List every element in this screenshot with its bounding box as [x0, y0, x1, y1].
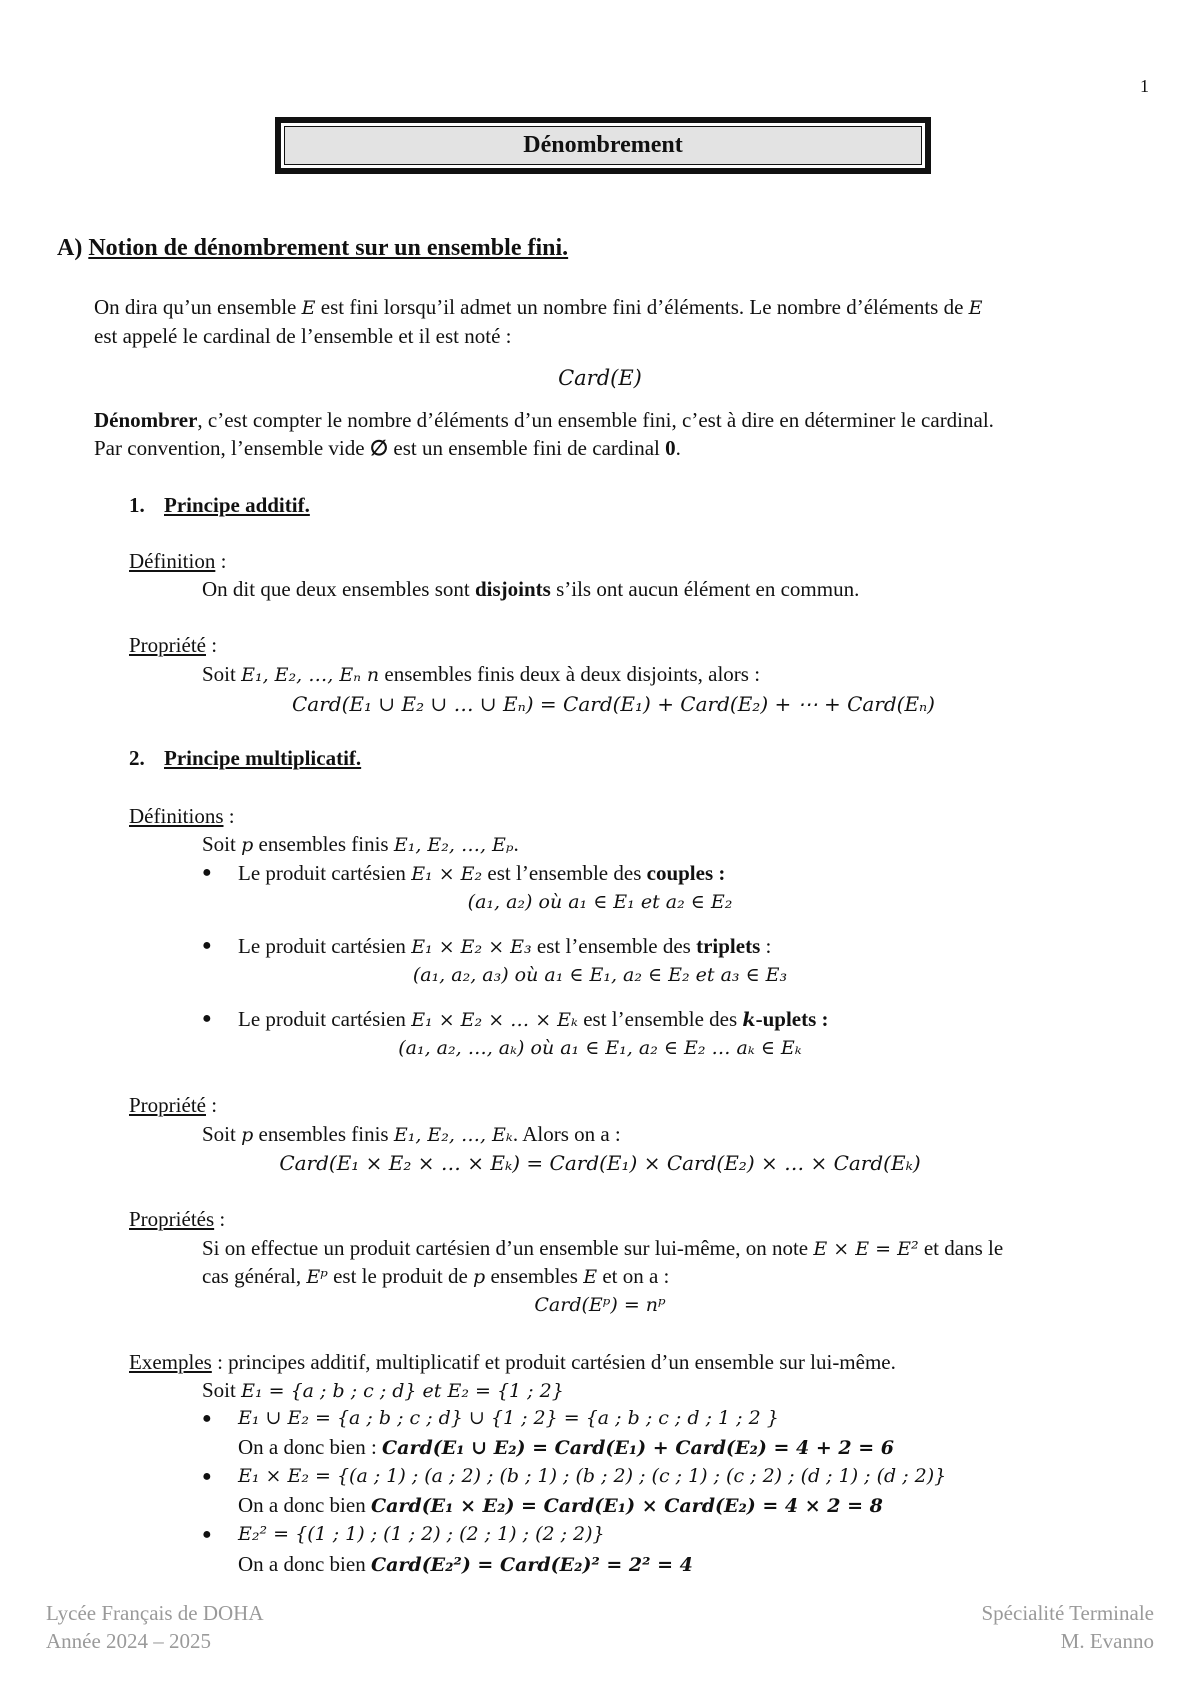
page-title: Dénombrement	[284, 126, 922, 165]
text: On a donc bien	[238, 1552, 371, 1576]
text: ensembles finis deux à deux disjoints, alors :	[379, 662, 761, 686]
label: Exemples	[129, 1350, 212, 1374]
math: Card(E₁ ∪ E₂) = Card(E₁) + Card(E₂) = 4 + 2 = 6	[382, 1437, 894, 1459]
label: Définition	[129, 549, 216, 573]
intro-line-4	[94, 436, 681, 461]
text: est l’ensemble des	[531, 934, 697, 958]
intro-line-3	[94, 408, 994, 433]
bullet-icon: ●	[202, 1010, 212, 1027]
formula-k-uplets: (a₁, a₂, …, aₖ) où a₁ ∈ E₁, a₂ ∈ E₂ … aₖ ∈ Eₖ	[398, 1037, 802, 1059]
text: On a donc bien :	[238, 1435, 383, 1459]
math: E × E = E²	[813, 1238, 919, 1260]
text: ensembles finis	[253, 832, 394, 856]
math: Eᵖ	[306, 1266, 328, 1288]
property-label	[129, 633, 217, 658]
text: Le produit cartésien	[238, 861, 412, 885]
math: k	[742, 1009, 756, 1031]
colon: :	[205, 633, 218, 657]
formula-card-e: Card(E)	[558, 366, 642, 390]
properties-line-1	[202, 1236, 1003, 1261]
number: 2.	[129, 746, 145, 770]
text: On a donc bien	[238, 1493, 371, 1517]
text: Soit	[202, 662, 242, 686]
text: Le produit cartésien	[238, 1007, 412, 1031]
property-2-text	[202, 1122, 621, 1147]
formula-triplets: (a₁, a₂, a₃) où a₁ ∈ E₁, a₂ ∈ E₂ et a₃ ∈ E₃	[412, 964, 788, 986]
keyword: Dénombrer	[94, 408, 198, 432]
heading-text: Principe multiplicatif.	[164, 746, 362, 770]
example-square: E₂² = {(1 ; 1) ; (1 ; 2) ; (2 ; 1) ; (2 ; 2)}	[238, 1523, 605, 1545]
bullet-couples	[238, 861, 725, 886]
text: Le produit cartésien	[238, 934, 412, 958]
text: On dira qu’un ensemble	[94, 295, 302, 319]
math: E₁, E₂, …, Eₚ	[393, 834, 514, 856]
formula-power: Card(Eᵖ) = nᵖ	[534, 1294, 666, 1316]
text: :	[760, 934, 772, 958]
property-text	[202, 662, 760, 687]
text: Soit	[202, 1122, 242, 1146]
text: et dans le	[918, 1236, 1004, 1260]
properties-label	[129, 1207, 225, 1232]
text: et on a :	[597, 1264, 670, 1288]
text: .	[675, 436, 681, 460]
math: E	[583, 1266, 598, 1288]
properties-line-2	[202, 1264, 669, 1289]
subsection-2-heading	[129, 746, 361, 771]
bullet-icon: ●	[202, 1410, 212, 1427]
definitions-label	[129, 804, 235, 829]
text: , c’est compter le nombre d’éléments d’un ensemble fini, c’est à dire en déterminer le cardinal.	[197, 408, 994, 432]
example-product-result	[238, 1493, 883, 1518]
math: p	[473, 1266, 486, 1288]
number: 1.	[129, 493, 145, 517]
property-2-label	[129, 1093, 217, 1118]
text: Si on effectue un produit cartésien d’un ensemble sur lui-même, on note	[202, 1236, 814, 1260]
keyword: disjoints	[474, 577, 551, 601]
example-product: E₁ × E₂ = {(a ; 1) ; (a ; 2) ; (b ; 1) ; (b ; 2) ; (c ; 1) ; (c ; 2) ; (d ; 1) ; (d ; 2)}	[238, 1465, 947, 1487]
text: est le produit de	[327, 1264, 474, 1288]
bullet-icon: ●	[202, 1526, 212, 1543]
section-a-heading	[57, 234, 568, 263]
text: . Alors on a :	[512, 1122, 621, 1146]
math: E	[301, 297, 316, 319]
keyword: couples :	[646, 861, 726, 885]
text: est un ensemble fini de cardinal	[388, 436, 666, 460]
keyword: -uplets :	[755, 1007, 829, 1031]
section-title: Notion de dénombrement sur un ensemble fini.	[88, 235, 569, 261]
label: Propriété	[129, 1093, 206, 1117]
text: Soit	[202, 1378, 242, 1402]
bullet-triplets	[238, 934, 771, 959]
intro-line-1	[94, 295, 983, 320]
text: est l’ensemble des	[577, 1007, 743, 1031]
math: p	[241, 834, 254, 856]
text: On dit que deux ensembles sont	[202, 577, 475, 601]
page-number: 1	[1140, 76, 1149, 96]
text: Par convention, l’ensemble vide	[94, 436, 370, 460]
definition-text	[202, 577, 859, 602]
number: 0	[665, 436, 676, 460]
example-union-result	[238, 1435, 894, 1460]
math: Card(E₁ × E₂) = Card(E₁) × Card(E₂) = 4 × 2 = 8	[370, 1495, 883, 1517]
text: est l’ensemble des	[482, 861, 647, 885]
bullet-icon: ●	[202, 1468, 212, 1485]
text: ensembles finis	[253, 1122, 394, 1146]
intro-line-2: est appelé le cardinal de l’ensemble et il est noté :	[94, 324, 512, 348]
empty-set-symbol: ∅	[369, 436, 389, 460]
bullet-icon: ●	[202, 864, 212, 881]
footer-year: Année 2024 – 2025	[46, 1629, 212, 1653]
example-union: E₁ ∪ E₂ = {a ; b ; c ; d} ∪ {1 ; 2} = {a ; b ; c ; d ; 1 ; 2 }	[238, 1407, 779, 1429]
math: Card(E₂²) = Card(E₂)² = 2² = 4	[370, 1554, 693, 1576]
math: E₁, E₂, …, Eₙ n	[241, 664, 380, 686]
examples-heading	[129, 1350, 896, 1375]
text: .	[513, 832, 519, 856]
text: ensembles	[485, 1264, 584, 1288]
subsection-1-heading	[129, 493, 310, 518]
example-square-result	[238, 1552, 693, 1577]
colon: :	[205, 1093, 218, 1117]
definitions-intro	[202, 832, 519, 857]
footer-school: Lycée Français de DOHA	[46, 1601, 264, 1625]
footer-author: M. Evanno	[1060, 1629, 1154, 1653]
colon: :	[214, 1207, 226, 1231]
math: p	[241, 1124, 254, 1146]
math: E₁ × E₂ × E₃	[411, 936, 532, 958]
bullet-k-uplets	[238, 1007, 829, 1032]
examples-sets	[202, 1378, 564, 1403]
text: : principes additif, multiplicatif et produit cartésien d’un ensemble sur lui-même.	[211, 1350, 896, 1374]
bullet-icon: ●	[202, 937, 212, 954]
formula-couples: (a₁, a₂) où a₁ ∈ E₁ et a₂ ∈ E₂	[467, 891, 733, 913]
section-letter: A)	[57, 235, 83, 261]
math: E	[968, 297, 983, 319]
text: Soit	[202, 832, 242, 856]
math: E₁, E₂, …, Eₖ	[393, 1124, 513, 1146]
label: Propriété	[129, 633, 206, 657]
heading-text: Principe additif.	[164, 493, 310, 517]
text: est fini lorsqu’il admet un nombre fini d’éléments. Le nombre d’éléments de	[315, 295, 969, 319]
colon: :	[223, 804, 235, 828]
colon: :	[215, 549, 227, 573]
label: Définitions	[129, 804, 224, 828]
math: E₁ × E₂ × … × Eₖ	[411, 1009, 578, 1031]
text: cas général,	[202, 1264, 307, 1288]
formula-multiplicative: Card(E₁ × E₂ × … × Eₖ) = Card(E₁) × Card(E₂) × … × Card(Eₖ)	[279, 1151, 921, 1175]
math: E₁ = {a ; b ; c ; d} et E₂ = {1 ; 2}	[241, 1380, 564, 1402]
label: Propriétés	[129, 1207, 215, 1231]
title-box	[275, 117, 931, 174]
definition-label	[129, 549, 226, 574]
formula-additive: Card(E₁ ∪ E₂ ∪ … ∪ Eₙ) = Card(E₁) + Card(E₂) + ⋯ + Card(Eₙ)	[292, 692, 935, 716]
text: s’ils ont aucun élément en commun.	[550, 577, 860, 601]
footer-course: Spécialité Terminale	[981, 1601, 1154, 1625]
keyword: triplets	[696, 934, 761, 958]
math: E₁ × E₂	[411, 863, 483, 885]
